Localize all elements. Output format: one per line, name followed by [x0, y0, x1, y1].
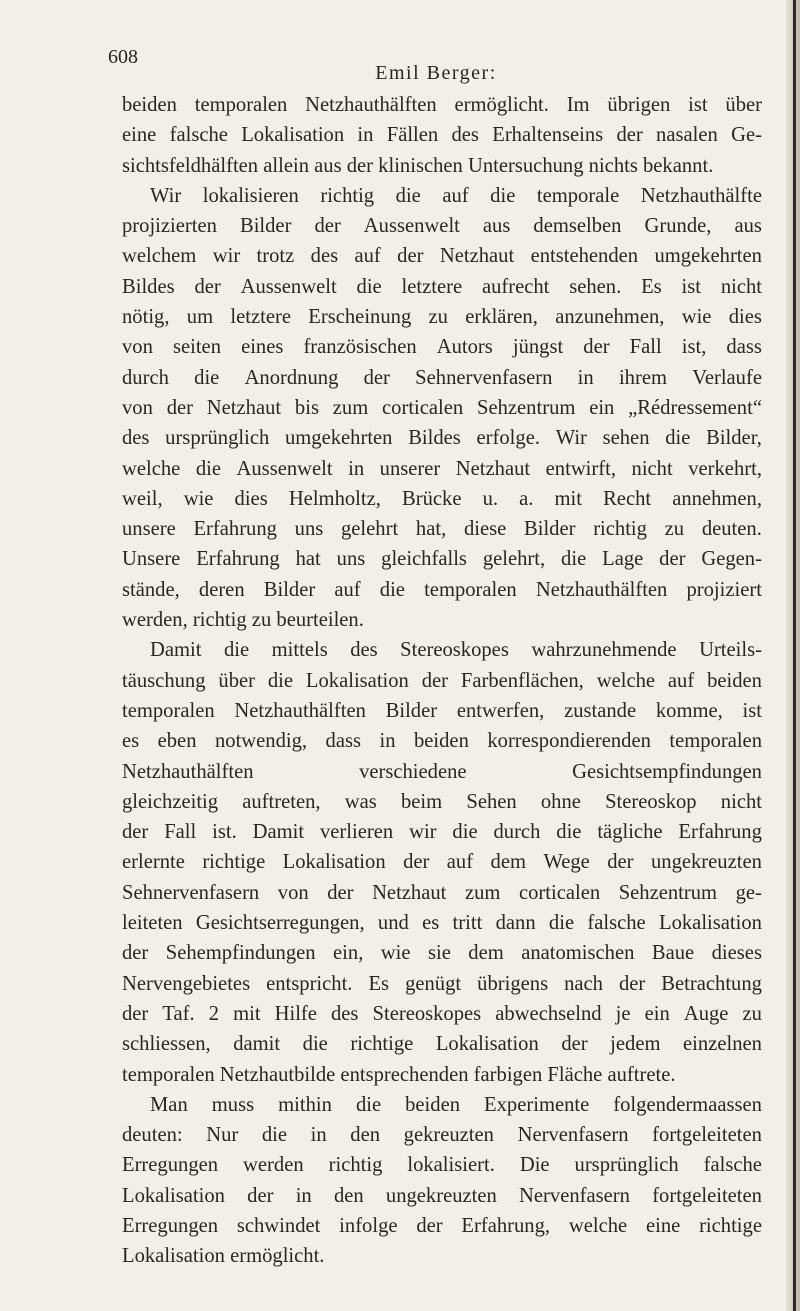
text-line: durch die Anordnung der Sehnervenfasern in ihrem Verlaufe [122, 366, 762, 389]
text-line: Wir lokalisieren richtig die auf die temporale Netzhauthälfte [150, 184, 762, 207]
text-line: Netzhauthälften verschiedene Gesichtsempfindungen [122, 760, 762, 783]
text-line: sichtsfeldhälften allein aus der klinischen Untersuchung nichts bekannt. [122, 154, 714, 177]
text-line: von seiten eines französischen Autors jüngst der Fall ist, dass [122, 336, 762, 359]
text-line: welchem wir trotz des auf der Netzhaut entstehenden umgekehrten [122, 245, 762, 268]
text-line: Lokalisation ermöglicht. [122, 1245, 325, 1268]
text-line: Damit die mittels des Stereoskopes wahrzunehmende Urteils- [150, 639, 762, 662]
text-line: beiden temporalen Netzhauthälften ermöglicht. Im übrigen ist über [122, 94, 762, 116]
text-line: deuten: Nur die in den gekreuzten Nervenfasern fortgeleiteten [122, 1124, 762, 1147]
text-line: der Taf. 2 mit Hilfe des Stereoskopes abwechselnd je ein Auge zu [122, 1002, 762, 1025]
text-line: Sehnervenfasern von der Netzhaut zum corticalen Sehzentrum ge- [122, 881, 762, 904]
text-line: erlernte richtige Lokalisation der auf dem Wege der ungekreuzten [122, 851, 762, 874]
text-line: Unsere Erfahrung hat uns gleichfalls gelehrt, die Lage der Gegen- [122, 548, 762, 571]
body-text [122, 90, 762, 1272]
text-line: temporalen Netzhauthälften Bilder entwerfen, zustande komme, ist [122, 699, 762, 722]
text-line: schliessen, damit die richtige Lokalisation der jedem einzelnen [122, 1033, 762, 1056]
text-line: welche die Aussenwelt in unserer Netzhaut entwirft, nicht verkehrt, [122, 457, 762, 480]
text-line: es eben notwendig, dass in beiden korrespondierenden temporalen [122, 730, 762, 753]
text-line: weil, wie dies Helmholtz, Brücke u. a. mit Recht annehmen, [122, 487, 762, 510]
text-line: des ursprünglich umgekehrten Bildes erfolge. Wir sehen die Bilder, [122, 427, 762, 450]
text-line: der Fall ist. Damit verlieren wir die durch die tägliche Erfahrung [122, 821, 762, 844]
text-line: projizierten Bilder der Aussenwelt aus demselben Grunde, aus [122, 215, 762, 238]
text-line: stände, deren Bilder auf die temporalen Netzhauthälften projiziert [122, 578, 762, 601]
text-line: Bildes der Aussenwelt die letztere aufrecht sehen. Es ist nicht [122, 275, 762, 298]
text-line: temporalen Netzhautbilde entsprechenden farbigen Fläche auftrete. [122, 1063, 676, 1086]
text-line: gleichzeitig auftreten, was beim Sehen ohne Stereoskop nicht [122, 790, 762, 813]
text-line: nötig, um letztere Erscheinung zu erklären, anzunehmen, wie dies [122, 306, 762, 329]
text-line: werden, richtig zu beurteilen. [122, 609, 364, 632]
page-header [108, 46, 764, 90]
text-line: Lokalisation der in den ungekreuzten Nervenfasern fortgeleiteten [122, 1184, 762, 1207]
text-line: Nervengebietes entspricht. Es genügt übrigens nach der Betrachtung [122, 972, 762, 995]
text-line: leiteten Gesichtserregungen, und es tritt dann die falsche Lokalisation [122, 912, 762, 935]
text-line: eine falsche Lokalisation in Fällen des Erhaltenseins der nasalen Ge- [122, 124, 762, 147]
running-head: Emil Berger: [375, 62, 497, 84]
text-line: von der Netzhaut bis zum corticalen Sehzentrum ein „Rédressement“ [122, 396, 762, 419]
text-line: Man muss mithin die beiden Experimente folgendermaassen [150, 1093, 762, 1116]
text-line: täuschung über die Lokalisation der Farbenflächen, welche auf beiden [122, 669, 762, 692]
page-number: 608 [108, 46, 138, 68]
text-line: Erregungen schwindet infolge der Erfahrung, welche eine richtige [122, 1214, 762, 1237]
text-line: Erregungen werden richtig lokalisiert. Die ursprünglich falsche [122, 1154, 762, 1177]
text-line: unsere Erfahrung uns gelehrt hat, diese Bilder richtig zu deuten. [122, 518, 762, 541]
binding-shadow [793, 0, 796, 1311]
text-line: der Sehempfindungen ein, wie sie dem anatomischen Baue dieses [122, 942, 762, 965]
